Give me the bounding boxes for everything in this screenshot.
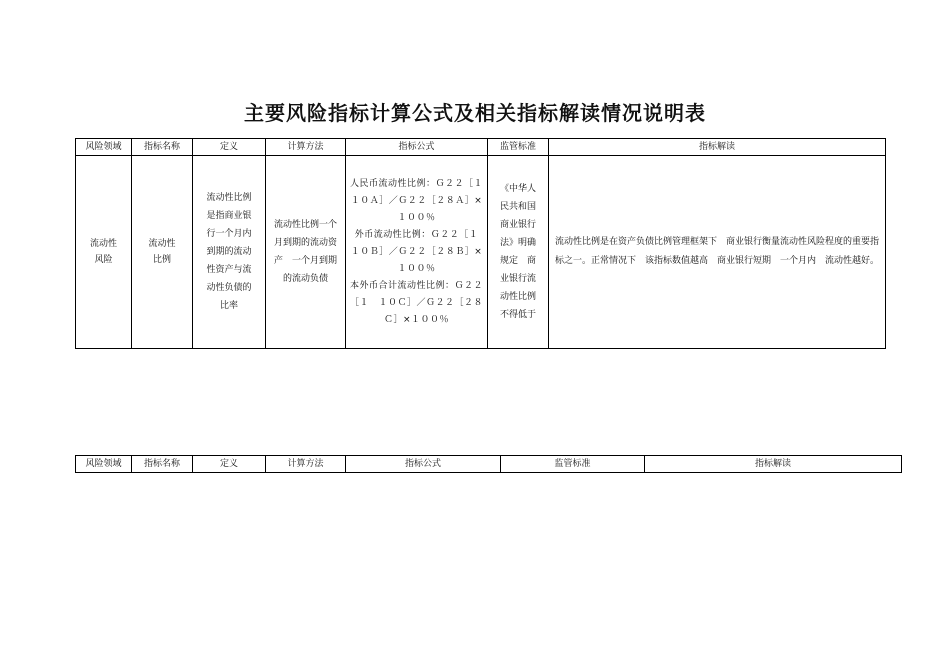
cell-definition: [193, 156, 266, 349]
page-title: 主要风险指标计算公式及相关指标解读情况说明表: [244, 101, 706, 125]
header-definition: 定义: [193, 456, 266, 473]
risk-area-text: 流动性风险: [89, 239, 117, 265]
header-interpretation: 指标解读: [645, 456, 902, 473]
header-formula: 指标公式: [346, 456, 501, 473]
table-header-row: [76, 456, 902, 473]
definition-text: 流动性比例是指商业银行一个月内到期的流动性资产与流动性负债的比率: [206, 193, 252, 311]
header-interpretation: 指标解读: [549, 139, 886, 156]
cell-indicator-name: [132, 156, 193, 349]
header-risk-area: 风险领域: [76, 139, 132, 156]
indicator-table-continued: [75, 455, 902, 473]
method-text: 流动性比例一个月到期的流动资产 一个月到期的流动负债: [273, 220, 337, 284]
table-header-row: [76, 139, 886, 156]
header-formula: 指标公式: [346, 139, 488, 156]
header-indicator-name: 指标名称: [132, 139, 193, 156]
header-standard: 监管标准: [488, 139, 549, 156]
header-definition: 定义: [193, 139, 266, 156]
cell-method: [266, 156, 346, 349]
cell-interpretation: [549, 156, 886, 349]
header-indicator-name: 指标名称: [132, 456, 193, 473]
indicator-name-text: 流动性比例: [148, 239, 176, 265]
table-row: [76, 156, 886, 349]
formula-text: 人民币流动性比例：Ｇ２２［１ １０Ａ］／Ｇ２２［２８Ａ］×１００％ 外币流动性比例：Ｇ２２［１ １０Ｂ］／Ｇ２２［２８Ｂ］×１００％ 本外币合计流动性比例：Ｇ２２［１ １０Ｃ］／Ｇ２２［２８Ｃ］×１００％: [350, 178, 484, 325]
standard-text: 《中华人民共和国商业银行法》明确规定 商业银行流动性比例不得低于: [499, 184, 536, 320]
interpretation-text: 流动性比例是在资产负债比例管理框架下 商业银行衡量流动性风险程度的重要指标之一。正常情况下 该指标数值越高 商业银行短期 一个月内 流动性越好。: [555, 237, 880, 266]
cell-risk-area: [76, 156, 132, 349]
header-risk-area: 风险领域: [76, 456, 132, 473]
header-standard: 监管标准: [501, 456, 645, 473]
header-method: 计算方法: [266, 456, 346, 473]
cell-standard: [488, 156, 549, 349]
cell-formula: [346, 156, 488, 349]
indicator-table: [75, 138, 886, 349]
header-method: 计算方法: [266, 139, 346, 156]
